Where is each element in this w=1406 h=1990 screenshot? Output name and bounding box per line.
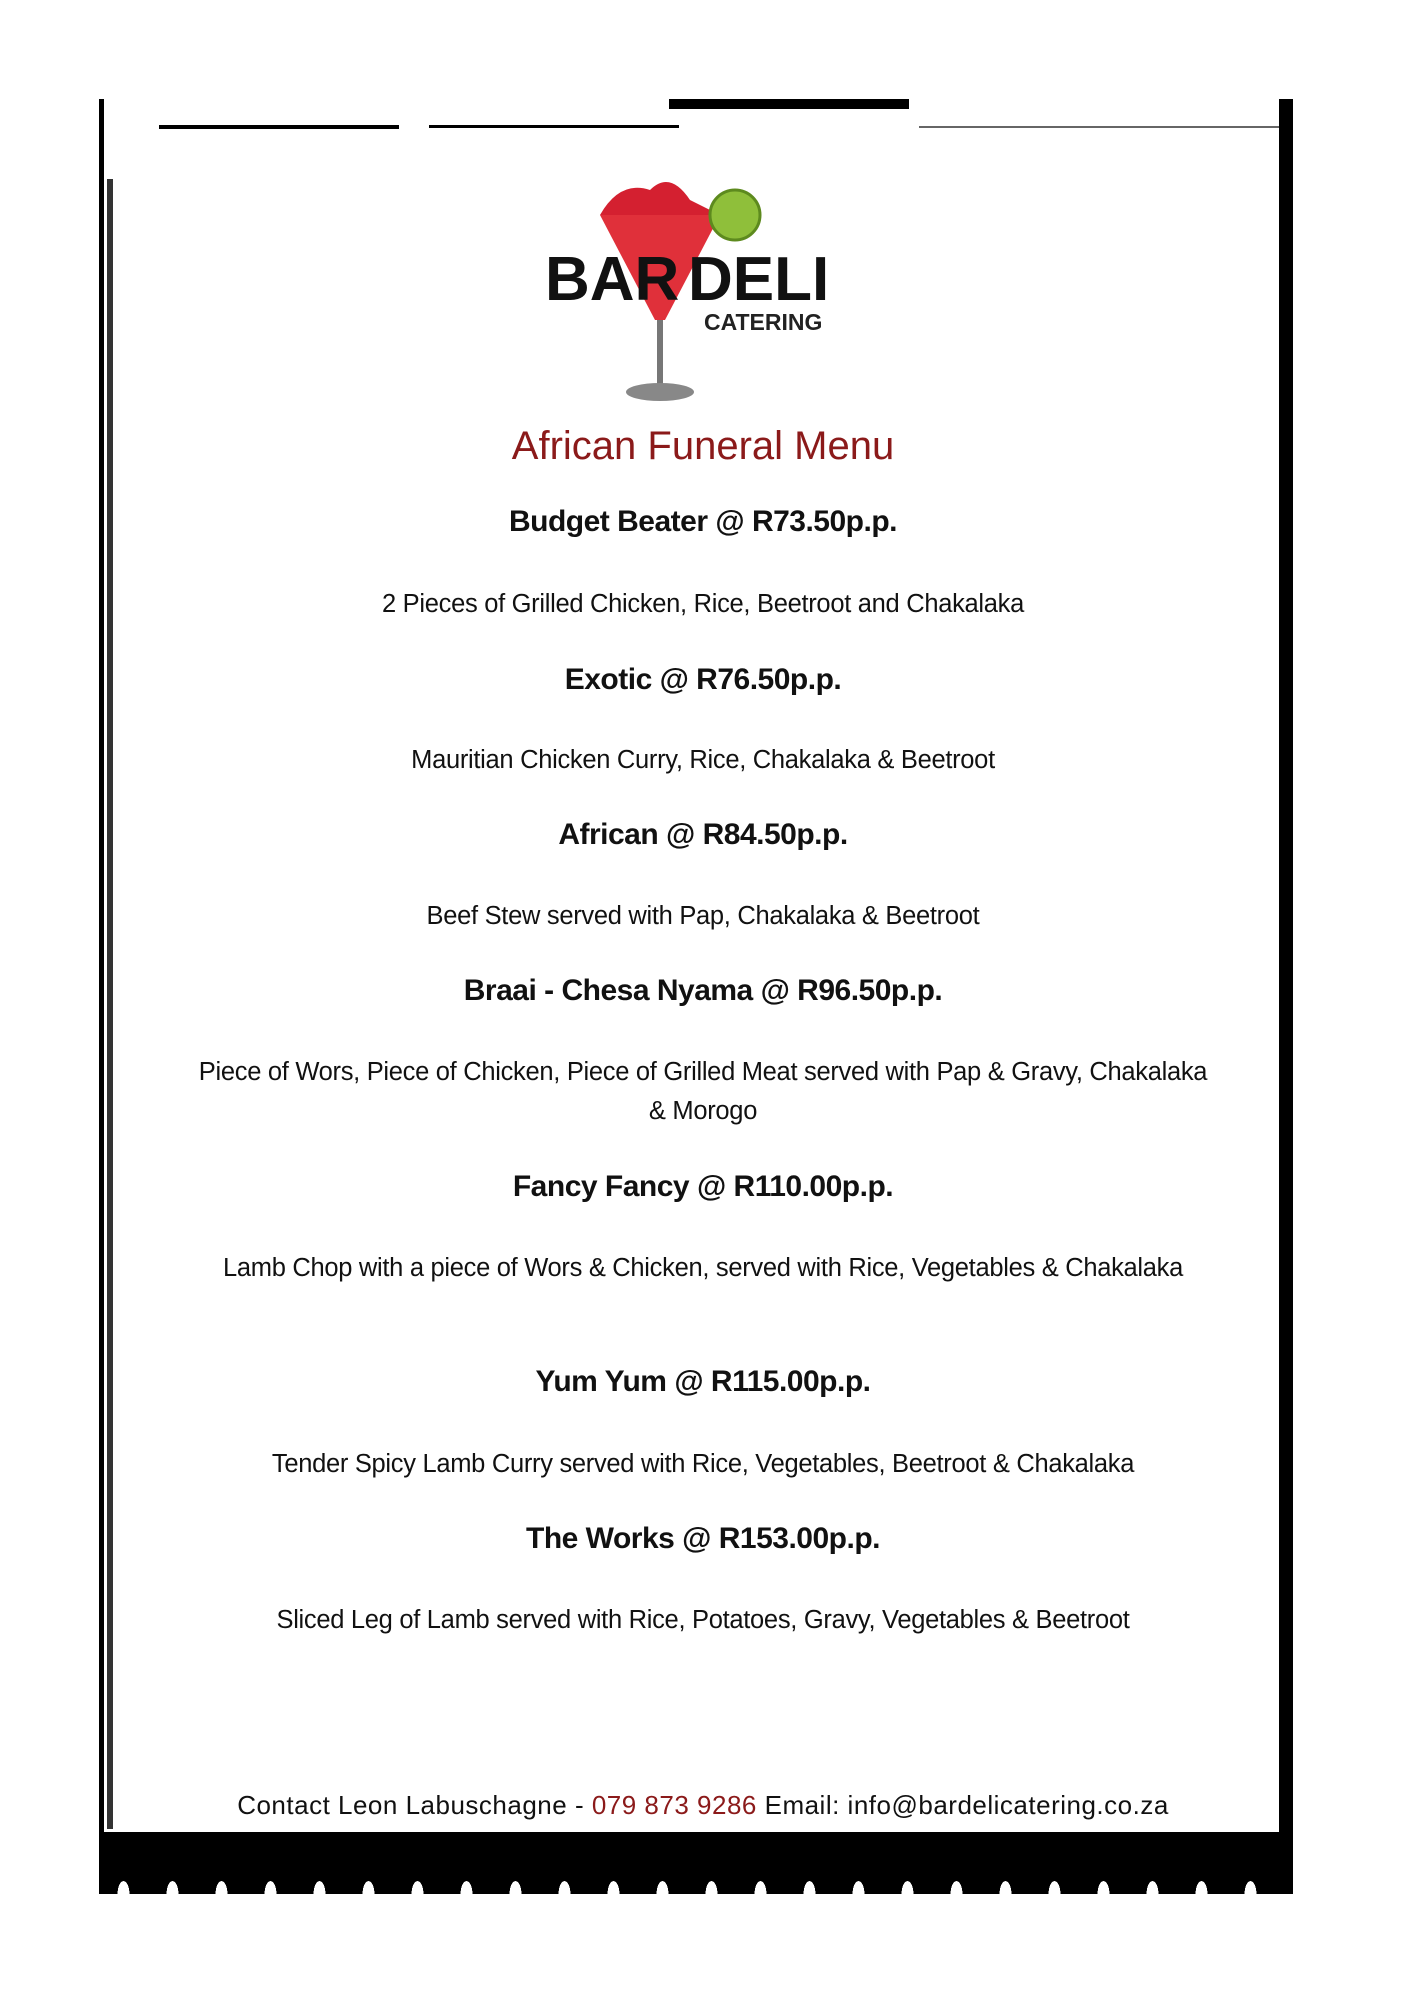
menu-description: Beef Stew served with Pap, Chakalaka & Beetroot [426,902,980,930]
menu-description: Lamb Chop with a piece of Wors & Chicken, served with Rice, Vegetables & Chakalaka [222,1254,1183,1282]
svg-text:DELI: DELI [688,245,830,314]
menu-heading: The Works @ R153.00p.p. [526,1522,880,1555]
menu-description: Piece of Wors, Piece of Chicken, Piece of Grilled Meat served with Pap & Gravy, Chakalaka & Morogo [198,1058,1208,1125]
menu-heading: Braai - Chesa Nyama @ R96.50p.p. [463,974,943,1007]
bardeli-catering-logo [540,170,880,415]
svg-text:CATERING: CATERING [704,309,823,335]
contact-email[interactable]: Email: info@bardelicatering.co.za [756,1790,1169,1820]
menu-title: African Funeral Menu [511,424,895,468]
contact-phone[interactable]: 079 873 9286 [591,1790,757,1820]
menu-heading: Budget Beater @ R73.50p.p. [508,505,897,538]
svg-text:BAR: BAR [545,245,680,314]
menu-heading: African @ R84.50p.p. [558,818,848,851]
menu-description: Sliced Leg of Lamb served with Rice, Potatoes, Gravy, Vegetables & Beetroot [276,1606,1130,1634]
menu-heading: Yum Yum @ R115.00p.p. [535,1365,871,1398]
menu-description: 2 Pieces of Grilled Chicken, Rice, Beetroot and Chakalaka [382,590,1024,618]
menu-description: Mauritian Chicken Curry, Rice, Chakalaka & Beetroot [411,746,995,774]
menu-description: Tender Spicy Lamb Curry served with Rice, Vegetables, Beetroot & Chakalaka [271,1450,1135,1478]
menu-heading: Fancy Fancy @ R110.00p.p. [512,1170,894,1203]
contact-footer [0,1790,1406,1821]
contact-name: Contact Leon Labuschagne - [237,1790,592,1820]
menu-heading: Exotic @ R76.50p.p. [564,663,842,696]
